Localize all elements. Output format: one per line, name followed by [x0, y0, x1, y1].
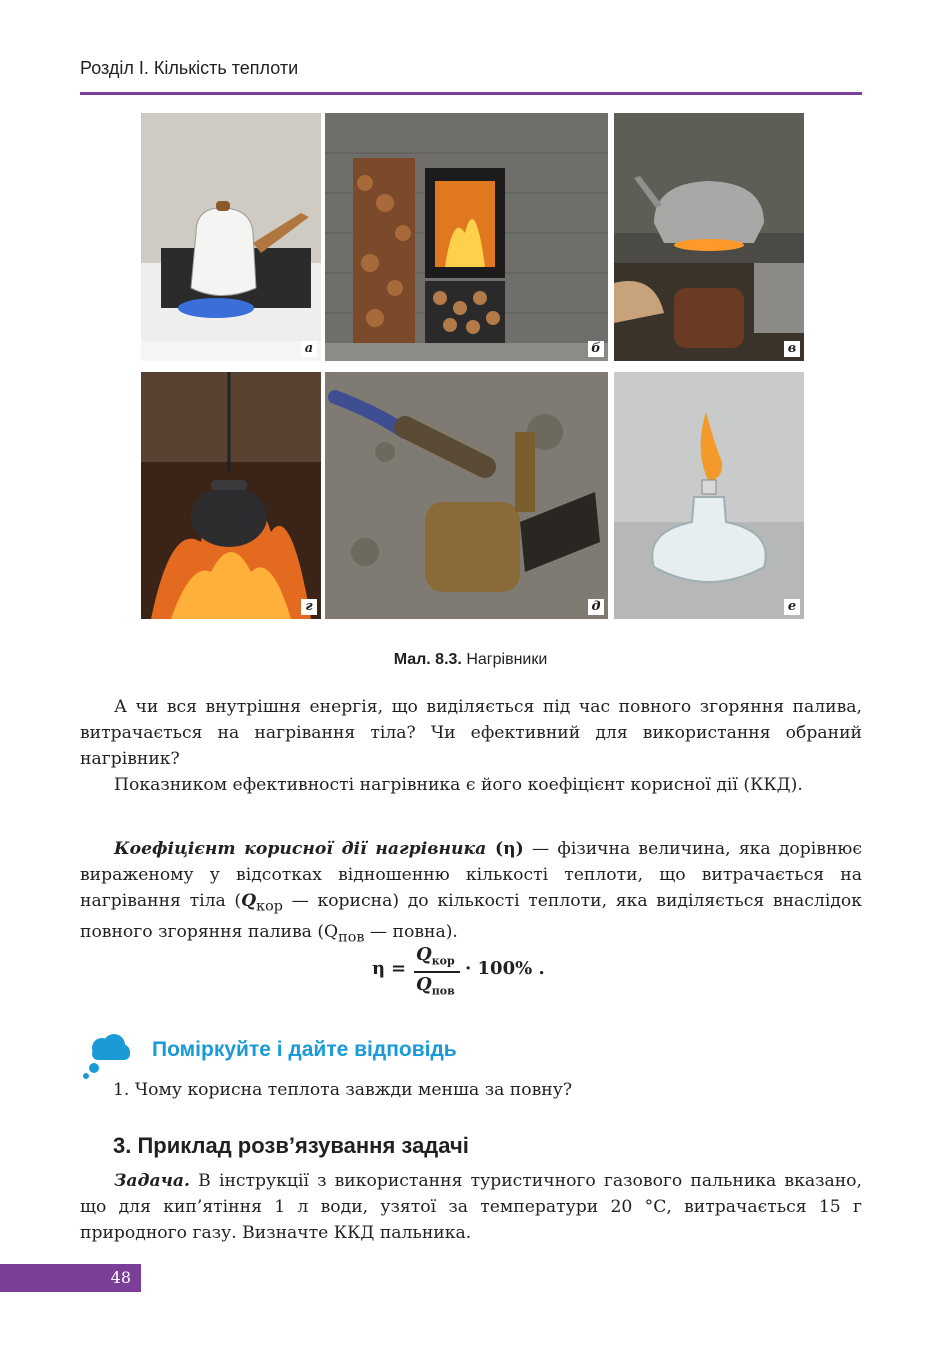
formula-numerator: [416, 944, 455, 968]
paragraph-intro: [80, 694, 862, 798]
header-divider: [80, 92, 862, 95]
section-heading: 3. Приклад розв’язування задачі: [113, 1133, 469, 1158]
photo-camping-kettle: [614, 113, 804, 361]
photo-gas-stove-kettle: [141, 113, 321, 361]
formula-fraction-bar: [414, 971, 460, 973]
photo-blowtorch: [325, 372, 608, 619]
task-label: Задача.: [114, 1171, 191, 1191]
formula-num-sub: кор: [431, 954, 455, 968]
formula-denominator: [416, 974, 455, 998]
paragraph-efficiency: Показником ефективності нагрівника є його коефіцієнт корисної дії (ККД).: [114, 775, 803, 795]
formula-equals: =: [391, 958, 407, 979]
photo-label: е: [784, 599, 800, 615]
think-question: 1. Чому корисна теплота завжди менша за повну?: [113, 1080, 573, 1100]
photo-label: д: [588, 599, 604, 615]
photo-spirit-lamp: [614, 372, 804, 619]
page-number: 48: [110, 1268, 131, 1287]
photo-label: в: [784, 341, 800, 357]
formula-eta: η: [372, 958, 386, 979]
caption-number: Мал. 8.3.: [393, 651, 462, 668]
task-paragraph: [80, 1168, 862, 1246]
definition-text-2: — корисна) до кількості теплоти, яка виділяється внаслідок повного згоряння палива (Q: [80, 891, 862, 943]
definition-text-3: — повна).: [364, 922, 458, 943]
definition-block: [80, 836, 862, 951]
formula-den-sub: пов: [431, 984, 455, 998]
think-section-title: Поміркуйте і дайте відповідь: [152, 1038, 457, 1061]
photo-campfire-kettle: [141, 372, 321, 619]
formula-den-q: Q: [416, 974, 432, 995]
definition-sub-pov: пов: [338, 929, 365, 946]
figure-caption: [0, 651, 941, 669]
paragraph-question: А чи вся внутрішня енергія, що виділяється під час повного згоряння палива, витрачається на нагрівання тіла? Чи ефективний для використання обраний нагрівник?: [80, 697, 862, 769]
formula-percent: · 100% .: [465, 958, 545, 979]
definition-symbol: (η): [486, 839, 524, 859]
definition-q: Q: [241, 891, 257, 911]
formula-num-q: Q: [416, 944, 432, 965]
photo-wood-stove: [325, 113, 608, 361]
photo-label: г: [301, 599, 317, 615]
caption-text: Нагрівники: [461, 651, 548, 668]
definition-text-1: — фізична величина, яка дорівнює вираженому у відсотках відношенню кількості теплоти, що витрачається на нагрівання тіла (: [80, 839, 863, 911]
cloud-think-icon: [82, 1030, 132, 1080]
definition-sub-kor: кор: [256, 898, 283, 915]
definition-term: Коефіцієнт корисної дії нагрівника: [114, 839, 487, 859]
efficiency-formula: [372, 944, 572, 1002]
photo-label: а: [301, 341, 317, 357]
task-text: В інструкції з використання туристичного газового пальника вказано, що для кип’ятіння 1 л води, узятої за температури 20 °С, витрачається 15 г природного газу. Визначте ККД пальника.: [80, 1171, 862, 1243]
photo-label: б: [588, 341, 604, 357]
running-header: Розділ І. Кількість теплоти: [80, 58, 299, 78]
